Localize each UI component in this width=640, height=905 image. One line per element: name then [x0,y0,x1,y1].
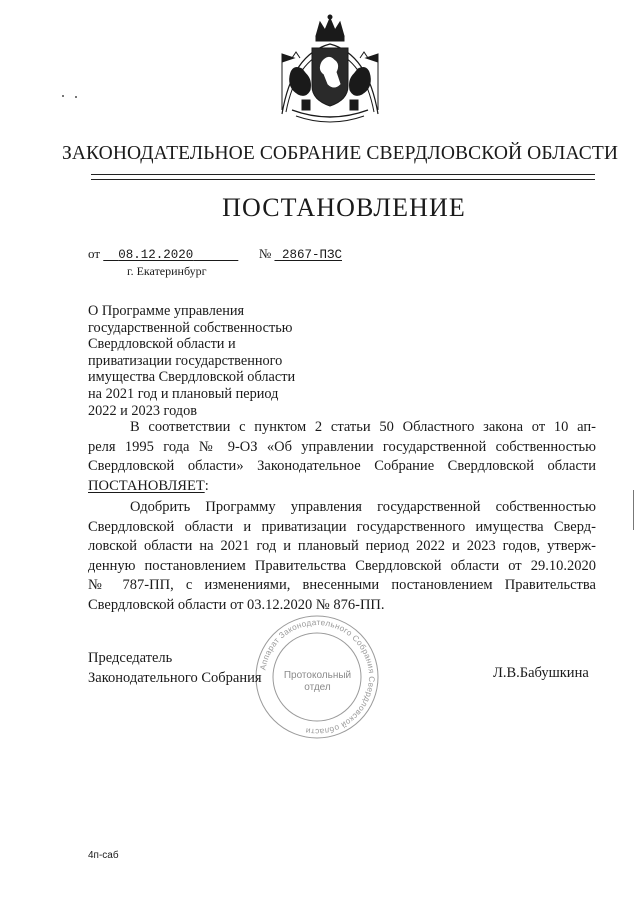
organization-name: ЗАКОНОДАТЕЛЬНОЕ СОБРАНИЕ СВЕРДЛОВСКОЙ ОБЛАСТИ [61,143,619,164]
date-prefix: от [88,246,101,261]
document-date: 08.12.2020 [118,248,194,262]
signatory-title-line: Председатель [88,650,173,666]
subject-line: 2022 и 2023 годов [88,402,197,419]
decision-paragraph [88,498,596,616]
paragraph-line: Одобрить Программу управления государственной собственностью [130,499,596,515]
subject-line: на 2021 год и плановый период [88,385,279,402]
scan-edge-mark [633,490,634,530]
scan-speck [62,95,64,97]
paragraph-line: № 787-ПП, с изменениями, внесенными постановлением Правительства [88,577,596,594]
subject-line: О Программе управления [88,303,245,319]
subject-line: государственной собственностью [88,319,293,336]
header-rule-top [91,174,595,175]
city: г. Екатеринбург [127,264,207,278]
scan-speck [75,96,77,98]
paragraph-line: ловской области на 2021 год и плановый период 2022 и 2023 годов, утверж- [88,538,596,555]
paragraph-line: Свердловской области и приватизации государственного имущества Сверд- [88,518,596,535]
date-number-line [88,246,342,262]
footer-code: 4п-саб [88,850,119,861]
coat-of-arms-emblem [262,14,398,132]
document-type-title: ПОСТАНОВЛЕНИЕ [222,193,466,222]
number-prefix: № [258,246,272,261]
paragraph-line: Свердловской области» Законодательное Собрание Свердловской области [88,458,596,475]
signatory-title-line: Законодательного Собрания [88,669,262,686]
subject-line: имущества Свердловской области [88,369,296,386]
paragraph-line: денную постановлением Правительства Свердловской области от 29.10.2020 [88,557,596,574]
header-rule-bottom [91,179,595,180]
stamp-outer-text: Аппарат Законодательного Собрания Свердловской области [258,617,377,737]
decree-word: ПОСТАНОВЛЯЕТ [88,477,205,494]
stamp-inner-text: Протокольный отдел [283,670,352,693]
signatory-name: Л.В.Бабушкина [493,665,589,681]
subject-line: Свердловской области и [88,336,236,353]
paragraph-line: В соответствии с пунктом 2 статьи 50 Областного закона от 10 ап- [130,419,596,435]
signatory-title [88,649,262,688]
preamble-paragraph [88,418,596,496]
document-number: 2867-ПЗС [281,248,342,262]
paragraph-line: реля 1995 года № 9-ОЗ «Об управлении государственной собственностью [88,438,596,455]
document-subject [88,303,348,419]
decree-line: ПОСТАНОВЛЯЕТ: [88,477,209,494]
paragraph-line: Свердловской области от 03.12.2020 № 876-ПП. [88,596,385,613]
subject-line: приватизации государственного [88,352,283,369]
